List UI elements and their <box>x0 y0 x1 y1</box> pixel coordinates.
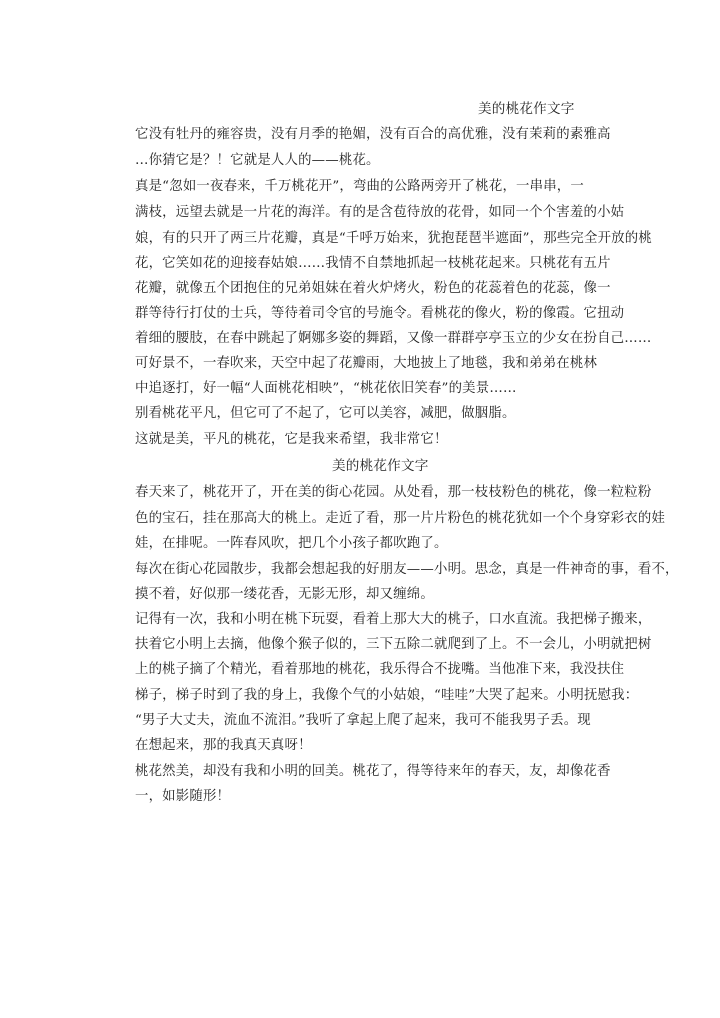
paragraph-line: 花瓣，就像五个团抱住的兄弟姐妹在着火炉烤火，粉色的花蕊着色的花蕊，像一 <box>135 281 611 296</box>
paragraph-line: 这就是美，平凡的桃花，它是我来希望，我非常它！ <box>135 432 448 447</box>
paragraph-line: 桃花然美，却没有我和小明的回美。桃花了，得等待来年的春天，友，却像花香 <box>135 764 611 779</box>
section-title: 美的桃花作文字 <box>478 101 575 117</box>
paragraph-line: 春天来了，桃花开了，开在美的街心花园。从处看，那一枝枝粉色的桃花，像一粒粒粉 <box>135 485 652 500</box>
paragraph-line: “男子大丈夫，流血不流泪。”我听了拿起上爬了起来，我可不能我男子丢。现 <box>135 713 591 728</box>
paragraph-line: 上的桃子摘了个精光，看着那地的桃花，我乐得合不拢嘴。当他准下来，我没扶住 <box>135 662 625 677</box>
paragraph-line: 满枝，远望去就是一片花的海洋。有的是含苞待放的花骨，如同一个个害羞的小姑 <box>135 205 625 220</box>
paragraph-line: 记得有一次，我和小明在桃下玩耍，看着上那大大的桃子，口水直流。我把梯子搬来， <box>135 612 652 627</box>
paragraph-line: 中追逐打，好一幅“人面桃花相映”，“桃花依旧笑春”的美景…… <box>135 381 517 396</box>
paragraph-line: 娃，在排呢。一阵春风吹，把几个小孩子都吹跑了。 <box>135 536 448 551</box>
paragraph-line: 可好景不，一春吹来，天空中起了花瓣雨，大地披上了地毯，我和弟弟在桃林 <box>135 356 598 371</box>
paragraph-line: 在想起来，那的我真天真呀！ <box>135 738 312 753</box>
paragraph-line: 摸不着，好似那一缕花香，无影无形，却又缠绵。 <box>135 587 434 602</box>
paragraph-line: 一，如影随形！ <box>135 789 231 804</box>
section-title: 美的桃花作文字 <box>332 458 429 474</box>
paragraph-line: 花，它笑如花的迎接春姑娘……我情不自禁地抓起一枝桃花起来。只桃花有五片 <box>135 256 611 271</box>
paragraph-line: 每次在街心花园散步，我都会想起我的好朋友——小明。思念，真是一件神奇的事，看不， <box>135 562 679 577</box>
paragraph-line: 娘，有的只开了两三片花瓣，真是“千呼万始来，犹抱琵琶半遮面”，那些完全开放的桃 <box>135 231 652 246</box>
paragraph-line: 它没有牡丹的雍容贵，没有月季的艳媚，没有百合的高优雅，没有茉莉的素雅高 <box>135 127 611 142</box>
paragraph-line: 着细的腰肢，在春中跳起了婀娜多姿的舞蹈，又像一群群亭亭玉立的少女在扮自己…… <box>135 331 652 346</box>
paragraph-line: 扶着它小明上去摘，他像个猴子似的，三下五除二就爬到了上。不一会儿，小明就把树 <box>135 637 652 652</box>
paragraph-line: 色的宝石，挂在那高大的桃上。走近了看，那一片片粉色的桃花犹如一个个身穿彩衣的娃 <box>135 511 666 526</box>
paragraph-line: …你猜它是？！它就是人人的——桃花。 <box>135 153 380 168</box>
paragraph-line: 梯子，梯子时到了我的身上，我像个气的小姑娘，“哇哇”大哭了起来。小明抚慰我： <box>135 688 639 703</box>
paragraph-line: 真是“忽如一夜春来，千万桃花开”，弯曲的公路两旁开了桃花，一串串，一 <box>135 179 584 194</box>
paragraph-line: 别看桃花平凡，但它可了不起了，它可以美容，减肥，做胭脂。 <box>135 406 516 421</box>
paragraph-line: 群等待行打仗的士兵，等待着司令官的号施令。看桃花的像火，粉的像霞。它扭动 <box>135 306 625 321</box>
